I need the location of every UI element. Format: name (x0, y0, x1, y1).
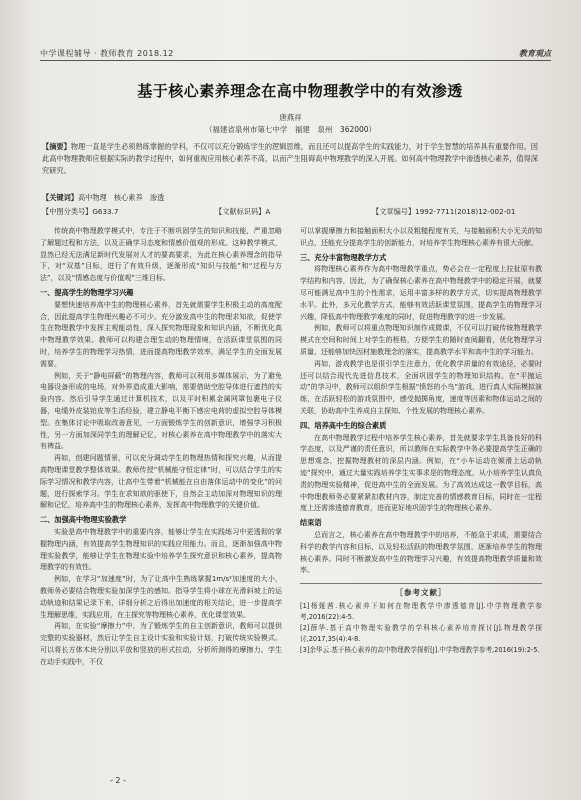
abstract (42, 141, 542, 177)
section-heading: 二、加强高中物理实验教学 (40, 515, 127, 525)
left-column (40, 226, 282, 668)
clc-code: 【中图分类号】G633.7 (42, 207, 119, 216)
reference-item: [2]薛华.基于高中物理实验教学的学科核心素养培育探讨[J].物理教学探讨,2017,35(4):4-8. (300, 623, 542, 643)
references-title: ［参考文献］ (395, 588, 447, 598)
keywords-label: 【关键词】 (42, 193, 78, 202)
reference-item: [3]余华云.基于核心素养的高中物理教学探析[J].中学物理教学参考,2016(19):2-5. (300, 645, 540, 654)
section-heading: 三、充分丰富物理教学方式 (300, 252, 387, 262)
body-paragraph: 实验是高中物理教学中的重要内容，能够让学生在实践练习中更透彻的掌握物理内涵，有效提高学生物理知识的实践应用能力。而且，逐渐加强高中物理实验教学，能够让学生在物理实验中培养学生探究意识和核心素养，提高物理教学的有效性。 (40, 527, 282, 572)
running-header (40, 44, 551, 62)
author-affiliation: （福建省泉州市第七中学 福建 泉州 362000） (204, 125, 377, 134)
article-title: 基于核心素养理念在高中物理教学中的有效渗透 (137, 82, 463, 100)
journal-name: 中学课程辅导 · 教师教育 2018.12 (40, 49, 174, 58)
body-paragraph: 再如，游戏教学也是很引学生注意力，优化教学质量的有效途径，必要时还可以结合现代先进信息技术，全面巩固学生的物理知识结构。在“平抛运动”的学习中，教师可以组织学生根据“愤怒的小鸟”游戏，进行真人实际模拟演练，在活跃轻松的游戏氛围中，感受抛掷角度，速度等因素和物体运动之间的关联，协助高中生养成自主探知、个性发展的物理核心素养。 (300, 359, 542, 415)
body-paragraph: 再如，在实验“摩擦力”中，为了锻炼学生的自主创新意识，教师可以提供完整的实验器材，然后让学生自主设计实验和实验计划，打破传统实验模式。可以将长方体木块分别以平放和竖放的形式拉动，分析所测得的摩擦力。学生在动手实践中，不仅 (40, 622, 282, 666)
body-paragraph: 可以掌握摩擦力和接触面积大小以及粗糙程度有关，与接触面积大小无关的知识点，还能充分提高学生的创新能力，对培养学生物理核心素养有很大贡献。 (300, 227, 542, 247)
section-heading: 四、培养高中生的综合素质 (300, 420, 387, 430)
body-paragraph: 例如，教师可以将重点物理知识制作成微课，不仅可以打破传统物理教学模式在空间和时间上对学生的桎梏，方便学生的随时查阅翻看，优化物理学习质量，还能够加快因材施教理念的落实，提高教学水平和高中生的学习能力。 (300, 324, 542, 356)
document-code: 【文献标识码】A (215, 207, 271, 216)
body-paragraph: 例如，关于“静电屏蔽”的物理内容，教师可以利用多媒体展示，为了避免电器设备形成的电场，对外界造成重大影响，需要借助空腔导体进行遮挡的实验内容。然后引导学生通过计算机技术，以及平时积累金属网罩包裹电子仪器，电缆外皮装铂皮等生活经验，建立静电平衡下感应电荷的虚拟空腔导体模型。在集体讨论中吸取改善意见，一方面锻炼学生的创新意识，增强学习积极性，另一方面加深同学生的理解记忆，对核心素养在高中物理教学中的落实大有裨益。 (40, 371, 282, 451)
author-name: 唐燕祥 (279, 113, 302, 122)
abstract-label: 【摘要】 (42, 142, 71, 151)
references (300, 583, 542, 656)
body-paragraph: 要想快速培养高中生的物理核心素养，首先就需要学生积极主动的高度配合，因此提高学生物理兴趣必不可少。充分激发高中生的物理求知欲，促使学生在物理教学中发挥主观能动性，深入探究物理现象和知识内涵，不断优化高中物理教学效果。教师可以构建合理生动的物理情境，在活跃课堂氛围的同时，培养学生的物理学习热情，进而提高物理教学效率，满足学生的全面发展需要。 (40, 300, 282, 368)
body-paragraph: 传统高中物理教学模式中，专注于不断巩固学生的知识和技能，严重忽略了解题过程和方法，以及正确学习态度和情感价值观的形成。这种教学模式，显然已经无法满足新时代发展对人才的要高要求，为此在核心素养理念的指导下，对“双基”目标，进行了有效升级，逐渐形成“知识与技能”和“过程与方法”，以及“情感态度与价值观”三维目标。 (40, 227, 282, 283)
keywords-text: 高中物理 核心素养 渗透 (77, 193, 165, 202)
body-paragraph: 总而言之，核心素养在高中物理教学中的培养，不能急于求成，需要结合科学的教学内容和目标，以及轻松活跃的物理教学氛围，逐渐培养学生的物理核心素养。同时不断激发高中生的物理学习兴趣，有效提高物理教学质量和效率。 (300, 530, 542, 575)
keywords (42, 193, 542, 203)
body-paragraph: 将物理核心素养作为高中物理教学重点，势必会在一定程度上拉扯原有教学结构和内容，因此，为了确保核心素养在高中物理教学中的稳定开展，就要尽可能满足高中生的个性需求，运用丰富多样的教学方式，切实提高物理教学水平。此外，多元化教学方式，能够有效活跃课堂氛围，提高学生的物理学习兴趣，降低高中物理教学难度的同时，促进物理教学的进一步发展。 (300, 265, 542, 321)
right-column (300, 226, 542, 656)
article-number: 【文章编号】1992-7711(2018)12-002-01 (372, 207, 516, 216)
body-paragraph: 再如，创建问题情景，可以充分调动学生的物理热情和探究兴趣，从而提高物理课堂教学整体效果。教师传授“机械能守恒定律”时，可以结合学生的实际学习情况和教学内容，让高中生带着“机械能在自由落体运动中的变化”的问题，进行探索学习。学生在求知欲的驱使下，自然会主动加深对物理知识的理解和记忆，培养高中生的物理核心素养，发挥高中物理教学的关键价值。 (40, 454, 282, 510)
reference-list (300, 601, 542, 656)
section-heading: 一、提高学生的物理学习兴趣 (40, 287, 134, 297)
reference-item: [1]杨娅茜.核心素养下如何在物理教学中渗透德育[J].中学物理教学参考,2016(22):4-5. (300, 601, 542, 621)
header-rule (40, 60, 551, 61)
body-paragraph: 例如，在学习“加速度”时，为了让高中生熟练掌握1m/s²加速度的大小，教师务必要结合物理实验加深学生的感知。指导学生将小球在光滑斜坡上的运动轨迹和结果记录下来，详细分析之后得出加速度的相关结论，进一步提高学生理解思维，实践应用，在主探究等物理核心素养，优化课堂效果。 (40, 575, 282, 619)
section-name: 教育观点 (519, 49, 551, 58)
page-number: - 2 - (110, 776, 126, 785)
body-paragraph: 在高中物理教学过程中培养学生核心素养，首先就要求学生具备良好的科学态度，以及严谨的责任意识，所以教师在实际教学中务必要提高学生正确的思想观念，挖掘物理教材的深层内涵。例如，在“小车运动在倾滑上运动轨迹”探究中，通过大量实践培养学生实事求是的物理态度，从小培养学生认真负责的物理实验精神，促进高中生的全面发展。为了高效达成这一教学目标，高中物理教师务必要紧紧扣教材内容，制定完善的情感教育目标，同时在一定程度上还需渗透德育教育，进而更好地巩固学生的物理核心素养。 (300, 433, 542, 513)
section-heading: 结束语 (300, 518, 322, 528)
right-column-body (300, 226, 542, 577)
abstract-text: 物理一直是学生必须熟练掌握的学科，不仅可以充分锻炼学生的逻辑思维，而且还可以提高学生的实践能力，对于学生智慧的培养具有重要作用。因此高中物理教师应根据实际的教学过程中，如何重视应用核心素养不高，以而产生阻碍高中物理教学的深入开展。如何高中物理教学中渗透核心素养，值得深究研究。 (42, 142, 538, 175)
